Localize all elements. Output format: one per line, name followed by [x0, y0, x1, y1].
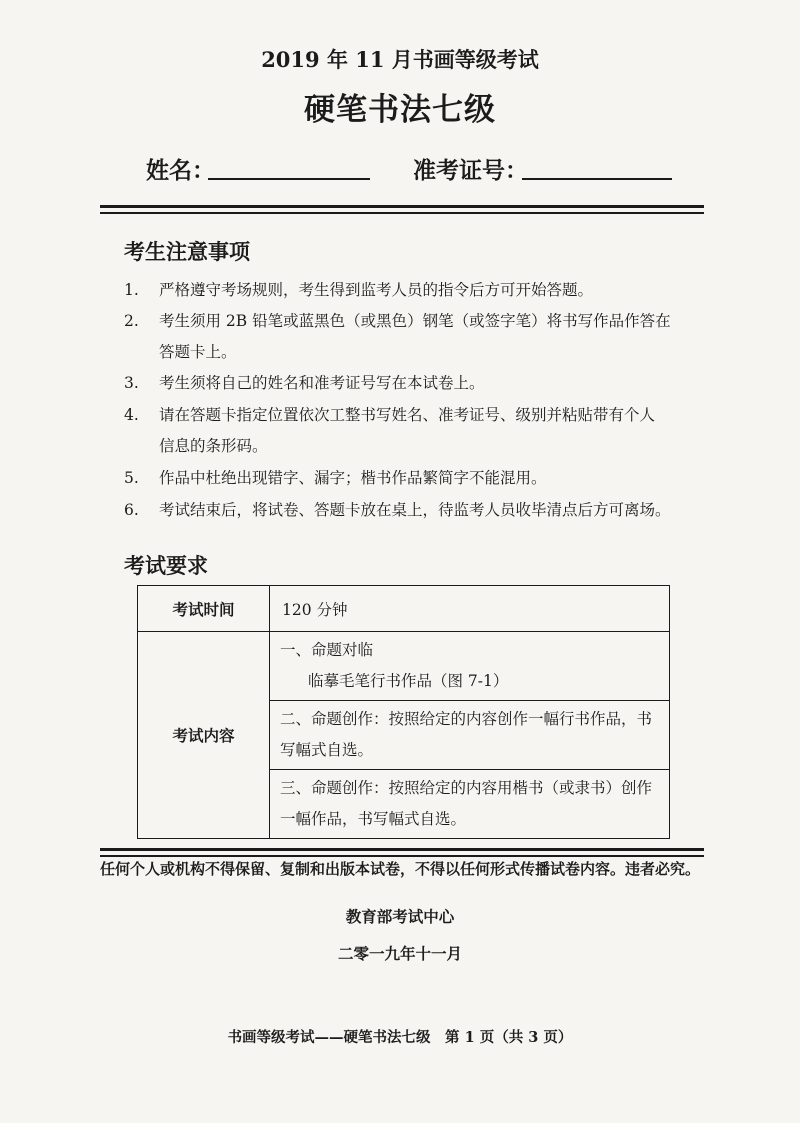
header-divider-thin — [100, 212, 704, 214]
header-divider-thick — [100, 205, 704, 208]
notice-number: 5. — [124, 469, 139, 487]
table-row-content — [138, 632, 670, 701]
notices-heading: 考生注意事项 — [124, 239, 250, 264]
notice-text: 严格遵守考场规则，考生得到监考人员的指令后方可开始答题。 — [159, 281, 594, 299]
exam-content-label: 考试内容 — [138, 632, 270, 839]
copyright-notice: 任何个人或机构不得保留、复制和出版本试卷，不得以任何形式传播试卷内容。违者必究。 — [99, 860, 700, 878]
notice-number: 3. — [124, 374, 139, 392]
requirements-heading: 考试要求 — [124, 553, 208, 578]
notice-item-2 — [124, 306, 684, 368]
notice-text: 作品中杜绝出现错字、漏字；楷书作品繁简字不能混用。 — [159, 469, 547, 487]
issue-date: 二零一九年十一月 — [337, 944, 462, 963]
content-item-title: 三、命题创作：按照给定的内容用楷书（或隶书）创作 — [280, 779, 653, 797]
content-item-detail: 临摹毛笔行书作品（图 7-1） — [308, 672, 509, 690]
issuing-organization: 教育部考试中心 — [345, 907, 455, 926]
content-item-detail: 一幅作品，书写幅式自选。 — [280, 810, 467, 828]
exam-title: 2019 年 11 月书画等级考试 — [261, 47, 539, 72]
notice-number: 1. — [124, 281, 139, 299]
page-footer: 书画等级考试——硬笔书法七级 第 1 页（共 3 页） — [227, 1029, 573, 1046]
exam-time-label: 考试时间 — [138, 586, 270, 632]
content-item-1 — [270, 632, 670, 701]
content-item-title: 一、命题对临 — [280, 641, 374, 659]
notice-item-4 — [124, 400, 684, 462]
ticket-number-label: 准考证号： — [413, 157, 528, 184]
exam-time-value: 120 分钟 — [270, 586, 670, 632]
content-item-title: 二、命题创作：按照给定的内容创作一幅行书作品，书 — [280, 710, 653, 728]
name-field-line[interactable] — [208, 178, 370, 180]
notice-text-continued: 信息的条形码。 — [159, 437, 268, 455]
content-item-2 — [270, 701, 670, 770]
notice-number: 6. — [124, 501, 139, 519]
content-item-detail: 写幅式自选。 — [280, 741, 374, 759]
name-label: 姓名： — [146, 157, 215, 184]
ticket-number-field-line[interactable] — [522, 178, 672, 180]
content-item-3 — [270, 770, 670, 839]
notice-text: 考生须用 2B 铅笔或蓝黑色（或黑色）钢笔（或签字笔）将书写作品作答在 — [159, 312, 671, 330]
requirements-table — [137, 585, 670, 839]
footer-divider-thick — [100, 848, 704, 851]
footer-divider-thin — [100, 855, 704, 857]
notice-text: 考生须将自己的姓名和准考证号写在本试卷上。 — [159, 374, 485, 392]
table-row-time — [138, 586, 670, 632]
exam-subtitle: 硬笔书法七级 — [304, 92, 496, 128]
notice-text-continued: 答题卡上。 — [159, 343, 237, 361]
notice-number: 2. — [124, 312, 139, 330]
notice-text: 考试结束后，将试卷、答题卡放在桌上，待监考人员收毕清点后方可离场。 — [159, 501, 671, 519]
notice-number: 4. — [124, 406, 139, 424]
notice-text: 请在答题卡指定位置依次工整书写姓名、准考证号、级别并粘贴带有个人 — [159, 406, 656, 424]
